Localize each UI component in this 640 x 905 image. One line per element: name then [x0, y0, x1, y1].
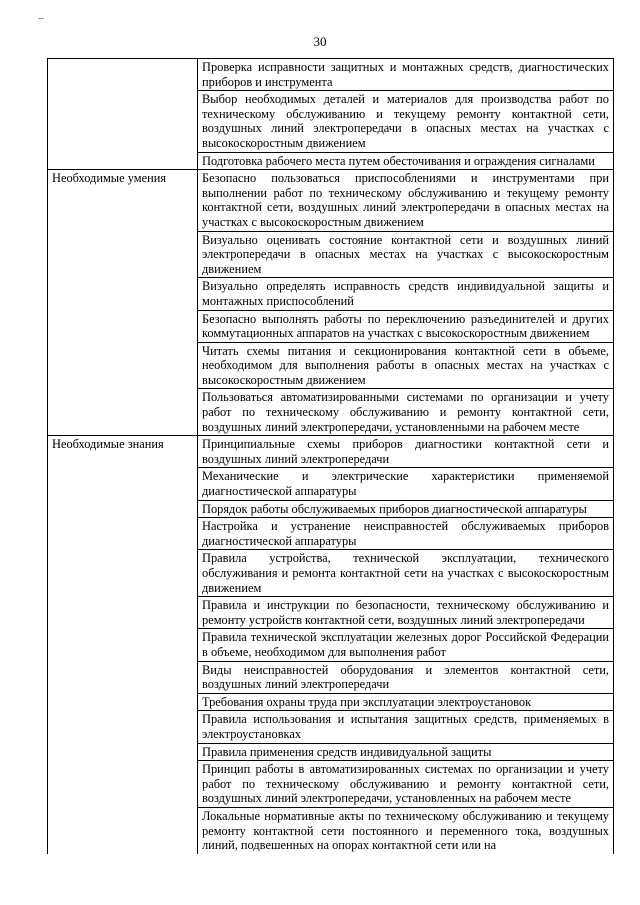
requirement-item: Визуально оценивать состояние контактной сети и воздушных линий электропередачи в опасных местах на участках с высокоскоростным движением	[198, 231, 614, 278]
requirement-item: Требования охраны труда при эксплуатации электроустановок	[198, 693, 614, 711]
requirement-item: Подготовка рабочего места путем обесточивания и ограждения сигналами	[198, 152, 614, 170]
table-row	[48, 170, 614, 231]
requirement-item: Читать схемы питания и секционирования контактной сети в объеме, необходимом для выполнения работы в опасных местах на участках с высокоскоростным движением	[198, 342, 614, 389]
requirement-item: Правила технической эксплуатации железных дорог Российской Федерации в объеме, необходимом для выполнения работ	[198, 629, 614, 661]
requirement-item: Безопасно пользоваться приспособлениями и инструментами при выполнении работ по техническому обслуживанию и текущему ремонту контактной сети, воздушных линий электропередачи в опасных местах на участках с высокоскоростным движением	[198, 170, 614, 231]
requirement-item: Правила применения средств индивидуальной защиты	[198, 743, 614, 761]
table-row	[48, 436, 614, 468]
requirement-item: Проверка исправности защитных и монтажных средств, диагностических приборов и инструмента	[198, 59, 614, 91]
requirement-item: Локальные нормативные акты по техническому обслуживанию и текущему ремонту контактной сети постоянного и переменного тока, воздушных линий, подвешенных на опорах контактной сети или на	[198, 807, 614, 853]
section-label: Необходимые умения	[48, 170, 198, 436]
section-label	[48, 59, 198, 170]
requirement-item: Правила и инструкции по безопасности, техническому обслуживанию и ремонту устройств контактной сети, воздушных линий электропередачи	[198, 597, 614, 629]
requirement-item: Механические и электрические характеристики применяемой диагностической аппаратуры	[198, 468, 614, 500]
requirement-item: Виды неисправностей оборудования и элементов контактной сети, воздушных линий электропередачи	[198, 661, 614, 693]
requirement-item: Принцип работы в автоматизированных системах по организации и учету работ по техническому обслуживанию и ремонту контактной сети, воздушных линий электропередачи, установленных на рабочем месте	[198, 761, 614, 808]
requirement-item: Настройка и устранение неисправностей обслуживаемых приборов диагностической аппаратуры	[198, 518, 614, 550]
requirement-item: Правила устройства, технической эксплуатации, технического обслуживания и ремонта контактной сети на участках с высокоскоростным движением	[198, 550, 614, 597]
page-number: 30	[313, 34, 327, 49]
requirement-item: Безопасно выполнять работы по переключению разъединителей и других коммутационных аппаратов на участках с высокоскоростным движением	[198, 310, 614, 342]
requirement-item: Выбор необходимых деталей и материалов для производства работ по техническому обслуживанию и текущему ремонту контактной сети, воздушных линий электропередачи в опасных местах на участках с высокоскоростным движением	[198, 91, 614, 152]
scan-mark	[38, 18, 44, 19]
requirements-table-body	[48, 59, 614, 854]
requirement-item: Пользоваться автоматизированными системами по организации и учету работ по техническому обслуживанию и ремонту контактной сети, воздушных линий электропередачи, установленными на рабочем месте	[198, 389, 614, 436]
requirements-table	[47, 58, 614, 854]
section-label: Необходимые знания	[48, 436, 198, 854]
requirement-item: Принципиальные схемы приборов диагностики контактной сети и воздушных линий электропередачи	[198, 436, 614, 468]
table-row	[48, 59, 614, 91]
requirement-item: Правила использования и испытания защитных средств, применяемых в электроустановках	[198, 711, 614, 743]
requirement-item: Визуально определять исправность средств индивидуальной защиты и монтажных приспособлений	[198, 278, 614, 310]
requirement-item: Порядок работы обслуживаемых приборов диагностической аппаратуры	[198, 500, 614, 518]
